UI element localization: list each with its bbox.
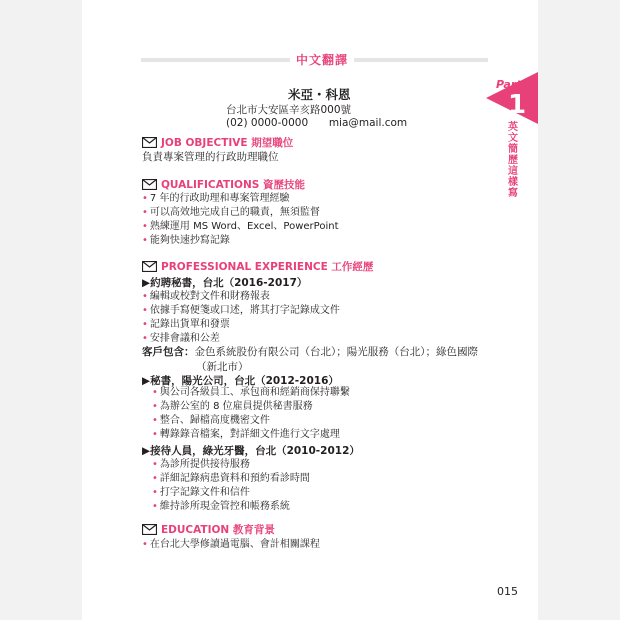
section-qualifications-title: QUALIFICATIONS 資歷技能 (161, 178, 305, 191)
person-email: mia@mail.com (328, 117, 408, 129)
section-objective-title: JOB OBJECTIVE 期望職位 (161, 136, 294, 149)
list-item: • 在台北大學修讀過電腦、會計相關課程 (142, 539, 320, 550)
bullet-icon: • (142, 333, 148, 344)
bullet-icon: • (142, 319, 148, 330)
bullet-icon: • (152, 487, 158, 498)
clients-text-cont: （新北市） (196, 361, 249, 373)
bullet-icon: • (142, 221, 148, 232)
bullet-icon: • (142, 193, 148, 204)
envelope-icon (142, 261, 157, 272)
list-item: • 維持診所現金管控和帳務系統 (152, 501, 290, 512)
list-item: • 7 年的行政助理和專案管理經驗 (142, 193, 290, 204)
envelope-icon (142, 179, 157, 190)
list-item: • 打字記錄文件和信件 (152, 487, 250, 498)
section-experience-title: PROFESSIONAL EXPERIENCE 工作經歷 (161, 260, 374, 273)
part-number: 1 (508, 90, 527, 120)
list-item: • 依據手寫便箋或口述，將其打字記錄成文件 (142, 305, 340, 316)
section-experience-heading (142, 258, 373, 274)
list-item: • 詳細記錄病患資料和預約看診時間 (152, 473, 310, 484)
section-qualifications-heading (142, 176, 305, 192)
list-item: • 整合、歸檔高度機密文件 (152, 415, 270, 426)
person-address: 台北市大安區辛亥路000號 (226, 104, 352, 116)
bullet-icon: • (142, 291, 148, 302)
list-item: • 轉錄錄音檔案，對詳細文件進行文字處理 (152, 429, 340, 440)
person-name: 米亞・科恩 (288, 87, 351, 102)
bullet-icon: • (152, 415, 158, 426)
bullet-icon: • (142, 305, 148, 316)
bullet-icon: • (142, 235, 148, 246)
page-number: 015 (497, 585, 518, 598)
person-phone: (02) 0000-0000 (226, 117, 309, 129)
list-item: • 可以高效地完成自己的職責，無須監督 (142, 207, 320, 218)
chapter-vertical-title: 英文簡歷這樣寫 (508, 122, 518, 199)
list-item: • 編輯或校對文件和財務報表 (142, 291, 270, 302)
clients-line (142, 345, 492, 375)
objective-text: 負責專案管理的行政助理職位 (142, 151, 279, 163)
list-item: • 記錄出貨單和發票 (142, 319, 230, 330)
bullet-icon: • (142, 539, 148, 550)
list-item: • 為辦公室的 8 位雇員提供秘書服務 (152, 401, 313, 412)
section-education-heading (142, 521, 275, 537)
bullet-icon: • (152, 387, 158, 398)
envelope-icon (142, 137, 157, 148)
page-header-title: 中文翻譯 (290, 51, 354, 68)
clients-text: 金色系統股份有限公司（台北）；陽光服務（台北）；綠色國際 (194, 346, 478, 358)
bullet-icon: • (152, 473, 158, 484)
list-item: • 為診所提供接待服務 (152, 459, 250, 470)
job-title: ▶秘書，陽光公司，台北（2012-2016） (142, 375, 339, 387)
person-contact (226, 117, 407, 129)
job-title: ▶接待人員，綠光牙醫，台北（2010-2012） (142, 445, 360, 457)
section-objective-heading (142, 134, 293, 150)
list-item: • 安排會議和公差 (142, 333, 220, 344)
bullet-icon: • (152, 429, 158, 440)
list-item: • 熟練運用 MS Word、Excel、PowerPoint (142, 221, 339, 232)
bullet-icon: • (142, 207, 148, 218)
list-item: • 能夠快速抄寫記錄 (142, 235, 230, 246)
section-education-title: EDUCATION 教育背景 (161, 523, 275, 536)
bullet-icon: • (152, 459, 158, 470)
part-label: Part (496, 78, 522, 91)
bullet-icon: • (152, 501, 158, 512)
bullet-icon: • (152, 401, 158, 412)
job-title: ▶約聘秘書，台北（2016-2017） (142, 277, 308, 289)
list-item: • 與公司各級員工、承包商和經銷商保持聯繫 (152, 387, 350, 398)
clients-label: 客戶包含： (142, 346, 195, 358)
envelope-icon (142, 524, 157, 535)
